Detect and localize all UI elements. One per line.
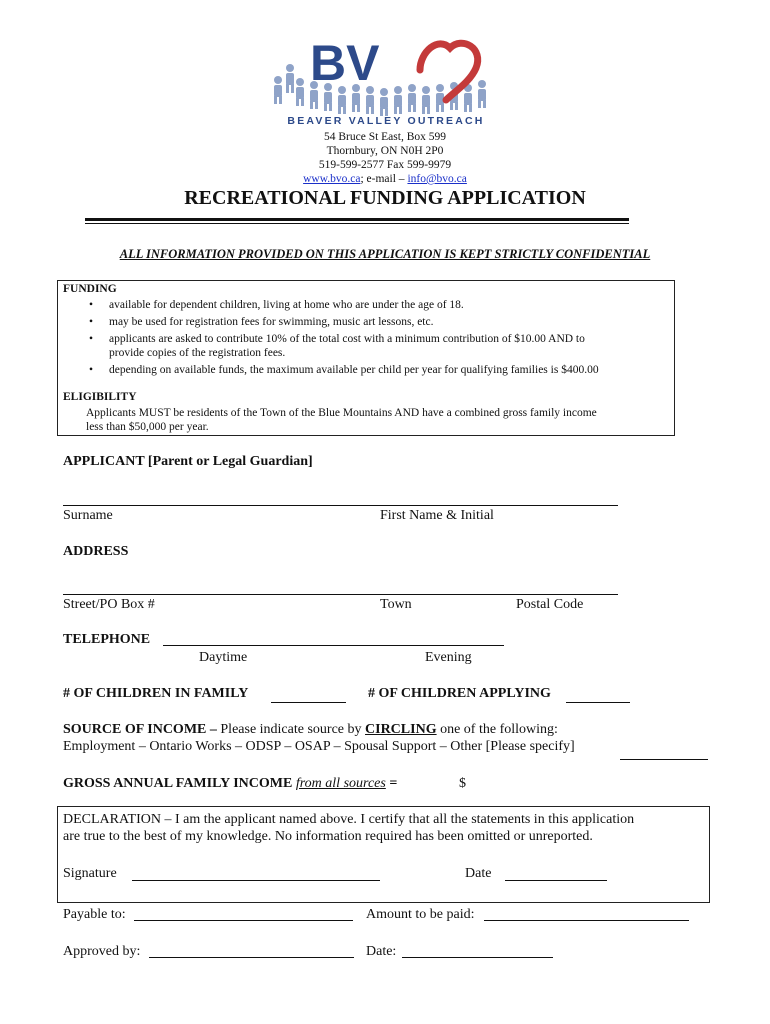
income-source-options[interactable]: Employment – Ontario Works – ODSP – OSAP – Spousal Support – Other [Please specify] [63, 739, 575, 754]
declaration-line-2: are true to the best of my knowledge. No information required has been omitted or unreported. [63, 829, 593, 844]
declaration-date-label: Date [465, 866, 492, 881]
currency-symbol: $ [459, 776, 466, 791]
eligibility-line-2: less than $50,000 per year. [86, 421, 209, 433]
daytime-label: Daytime [199, 650, 248, 665]
office-date-field[interactable] [402, 957, 553, 958]
address-heading: ADDRESS [63, 544, 129, 559]
logo-letters: BV [310, 35, 380, 91]
declaration-line-1: DECLARATION – I am the applicant named above. I certify that all the statements in this application [63, 812, 635, 827]
surname-label: Surname [63, 508, 113, 523]
title-rule-thin [85, 223, 629, 224]
payable-to-label: Payable to: [63, 907, 126, 922]
town-label: Town [380, 597, 412, 612]
confidential-notice: ALL INFORMATION PROVIDED ON THIS APPLICATION IS KEPT STRICTLY CONFIDENTIAL [119, 247, 651, 261]
email-separator: ; e-mail – [360, 173, 408, 185]
logo-graphic [270, 30, 500, 130]
amount-field[interactable] [484, 920, 689, 921]
telephone-heading: TELEPHONE [63, 632, 151, 647]
declaration-box [57, 806, 710, 903]
first-name-label: First Name & Initial [380, 508, 494, 523]
page-title: RECREATIONAL FUNDING APPLICATION [184, 187, 586, 209]
website-link[interactable]: www.bvo.ca [303, 173, 361, 185]
org-name: BEAVER VALLEY OUTREACH [287, 115, 485, 127]
street-label: Street/PO Box # [63, 597, 155, 612]
funding-item-continued: provide copies of the registration fees. [109, 347, 286, 359]
funding-heading: FUNDING [63, 283, 117, 295]
income-source-heading: SOURCE OF INCOME – [63, 722, 217, 737]
office-date-label: Date: [366, 944, 397, 959]
funding-item: • applicants are asked to contribute 10% of the total cost with a minimum contribution of $10.00 AND to [89, 333, 585, 345]
circling-emphasis: CIRCLING [365, 722, 437, 737]
phone-fax: 519-599-2577 Fax 599-9979 [318, 159, 452, 171]
amount-label: Amount to be paid: [366, 907, 475, 922]
from-all-sources: from all sources [295, 776, 386, 791]
eligibility-line-1: Applicants MUST be residents of the Town of the Blue Mountains AND have a combined gross family income [86, 407, 597, 419]
funding-item: • depending on available funds, the maximum available per child per year for qualifying families is $400.00 [89, 364, 599, 376]
eligibility-heading: ELIGIBILITY [63, 391, 137, 403]
address-line-2: Thornbury, ON N0H 2P0 [326, 145, 444, 157]
children-in-family-label: # OF CHILDREN IN FAMILY [63, 686, 249, 701]
signature-field[interactable] [132, 880, 380, 881]
funding-item: • may be used for registration fees for swimming, music art lessons, etc. [89, 316, 434, 328]
email-link[interactable]: info@bvo.ca [407, 173, 467, 185]
contact-line [0, 172, 770, 186]
other-specify-field[interactable] [620, 759, 708, 760]
postal-code-label: Postal Code [516, 597, 584, 612]
title-rule-thick [85, 218, 629, 221]
gross-income-label: GROSS ANNUAL FAMILY INCOME from all sources = [63, 776, 398, 791]
children-applying-label: # OF CHILDREN APPLYING [368, 686, 551, 701]
evening-label: Evening [425, 650, 472, 665]
telephone-field[interactable] [163, 645, 504, 646]
children-in-family-field[interactable] [271, 702, 346, 703]
address-line-1: 54 Bruce St East, Box 599 [323, 131, 447, 143]
declaration-date-field[interactable] [505, 880, 607, 881]
approved-by-label: Approved by: [63, 944, 141, 959]
funding-item: • available for dependent children, living at home who are under the age of 18. [89, 299, 464, 311]
signature-label: Signature [63, 866, 117, 881]
bvo-logo [270, 30, 500, 130]
payable-to-field[interactable] [134, 920, 353, 921]
approved-by-field[interactable] [149, 957, 354, 958]
applicant-name-field[interactable] [63, 505, 618, 506]
funding-eligibility-box [57, 280, 675, 436]
address-field[interactable] [63, 594, 618, 595]
applicant-heading: APPLICANT [Parent or Legal Guardian] [63, 454, 313, 469]
children-applying-field[interactable] [566, 702, 630, 703]
income-source-instruction: SOURCE OF INCOME – Please indicate source by CIRCLING one of the following: [63, 722, 558, 737]
